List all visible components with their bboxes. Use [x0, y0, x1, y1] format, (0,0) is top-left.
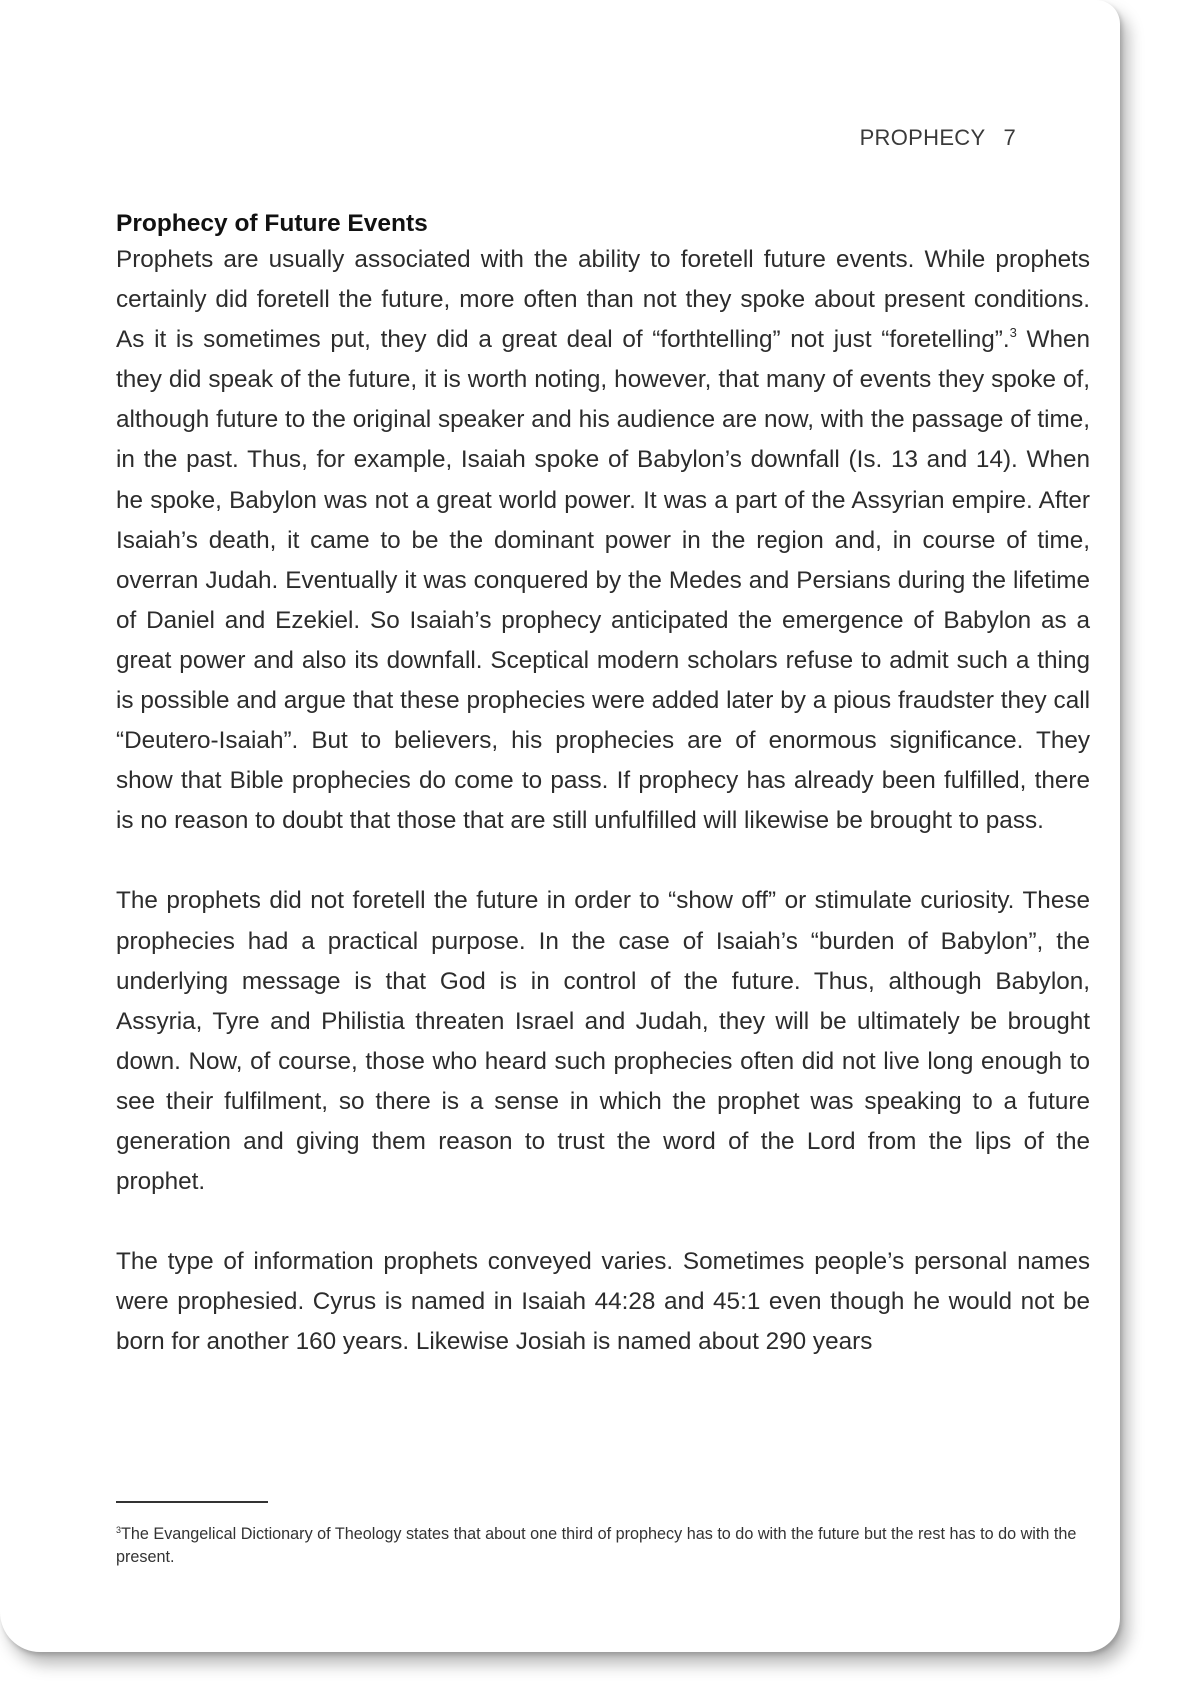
- paragraph-1: [116, 240, 1090, 841]
- section-heading: Prophecy of Future Events: [116, 210, 428, 237]
- paragraph-1-text-a: Prophets are usually associated with the ability to foretell future events. While prophets certainly did foretell the future, more often than not they spoke about present conditions. As it is sometimes put, they did a great deal of “forthtelling” not just “foretelling”.: [116, 246, 1090, 354]
- main-text: [116, 208, 1090, 1362]
- footnote-separator: [116, 1501, 268, 1503]
- footnote-text: The Evangelical Dictionary of Theology states that about one third of prophecy has to do with the future but the rest has to do with the present.: [116, 1525, 1077, 1566]
- paragraph-3: The type of information prophets conveyed varies. Sometimes people’s personal names were prophesied. Cyrus is named in Isaiah 44:28 and 45:1 even though he would not be born for another 160 years. Likewise Josiah is named about 290 years: [116, 1248, 1090, 1356]
- footnote-marker: 3: [116, 1525, 122, 1535]
- footnote-reference: 3: [1009, 325, 1017, 341]
- paragraph-2: The prophets did not foretell the future in order to “show off” or stimulate curiosity. These prophecies had a practical purpose. In the case of Isaiah’s “burden of Babylon”, the underlying message is that God is in control of the future. Thus, although Babylon, Assyria, Tyre and Philistia threaten Israel and Judah, they will be ultimately be brought down. Now, of course, those who heard such prophecies often did not live long enough to see their fulfilment, so there is a sense in which the prophet was speaking to a future generation and giving them reason to trust the word of the Lord from the lips of the prophet.: [116, 887, 1090, 1196]
- page-number: 7: [1003, 125, 1016, 150]
- running-header: [860, 125, 1016, 151]
- running-title: PROPHECY: [859, 125, 986, 150]
- paragraph-1-text-b: When they did speak of the future, it is worth noting, however, that many of events they spoke of, although future to the original speaker and his audience are now, with the passage of time, in the past. Thus, for example, Isaiah spoke of Babylon’s downfall (Is. 13 and 14). When he spoke, Babylon was not a great world power. It was a part of the Assyrian empire. After Isaiah’s death, it came to be the dominant power in the region and, in course of time, overran Judah. Eventually it was conquered by the Medes and Persians during the lifetime of Daniel and Ezekiel. So Isaiah’s prophecy anticipated the emergence of Babylon as a great power and also its downfall. Sceptical modern scholars refuse to admit such a thing is possible and argue that these prophecies were added later by a pious fraudster they call “Deutero-Isaiah”. But to believers, his prophecies are of enormous significance. They show that Bible prophecies do come to pass. If prophecy has already been fulfilled, there is no reason to doubt that those that are still unfulfilled will likewise be brought to pass.: [116, 326, 1090, 835]
- footnote: [116, 1523, 1090, 1569]
